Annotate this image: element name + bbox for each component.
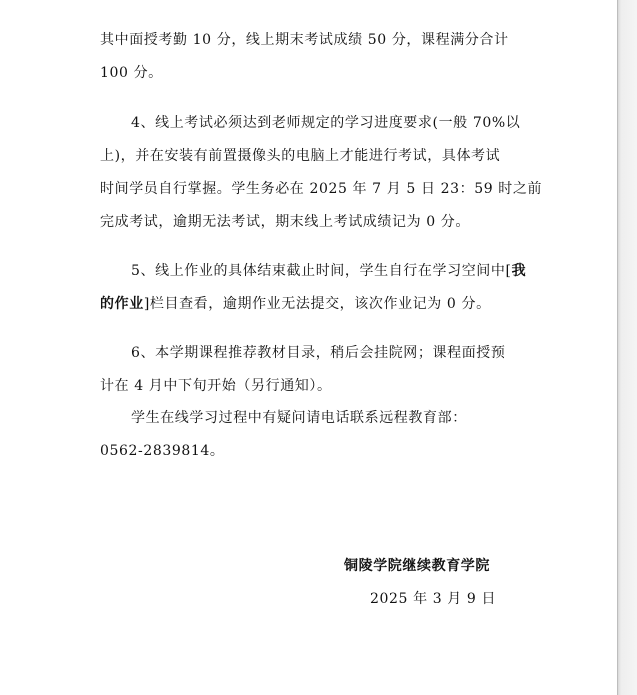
paragraph-5-line-1-bold: 我	[511, 263, 527, 279]
contact-line-1: 学生在线学习过程中有疑问请电话联系远程教育部：	[131, 410, 467, 426]
contact-phone: 0562-2839814。	[100, 443, 225, 459]
paragraph-5-line-2-bold: 的作业	[100, 296, 144, 312]
paragraph-5-line-2	[100, 295, 491, 313]
paragraph-4-line-4: 完成考试，逾期无法考试，期末线上考试成绩记为 0 分。	[100, 214, 471, 230]
paragraph-3-line-2: 100 分。	[100, 65, 163, 81]
paragraph-5-line-2-text: ]栏目查看，逾期作业无法提交，该次作业记为 0 分。	[143, 296, 491, 312]
signature-date: 2025 年 3 月 9 日	[370, 591, 497, 607]
paragraph-6-line-2: 计在 4 月中下旬开始（另行通知）。	[100, 378, 332, 394]
page-edge-shadow	[617, 0, 637, 695]
paragraph-3-line-1: 其中面授考勤 10 分，线上期末考试成绩 50 分，课程满分合计	[100, 32, 509, 48]
paragraph-4-line-3: 时间学员自行掌握。学生务必在 2025 年 7 月 5 日 23：59 时之前	[100, 181, 543, 197]
signature-organization: 铜陵学院继续教育学院	[344, 558, 490, 574]
paragraph-4-line-2: 上)，并在安装有前置摄像头的电脑上才能进行考试，具体考试	[100, 148, 501, 164]
paragraph-5-line-1-text: 5、线上作业的具体结束截止时间，学生自行在学习空间中[	[131, 263, 512, 279]
paragraph-5-line-1	[131, 262, 526, 280]
paragraph-6-line-1: 6、本学期课程推荐教材目录，稍后会挂院网；课程面授预	[131, 345, 506, 361]
paragraph-4-line-1: 4、线上考试必须达到老师规定的学习进度要求(一般 70%以	[131, 115, 521, 131]
